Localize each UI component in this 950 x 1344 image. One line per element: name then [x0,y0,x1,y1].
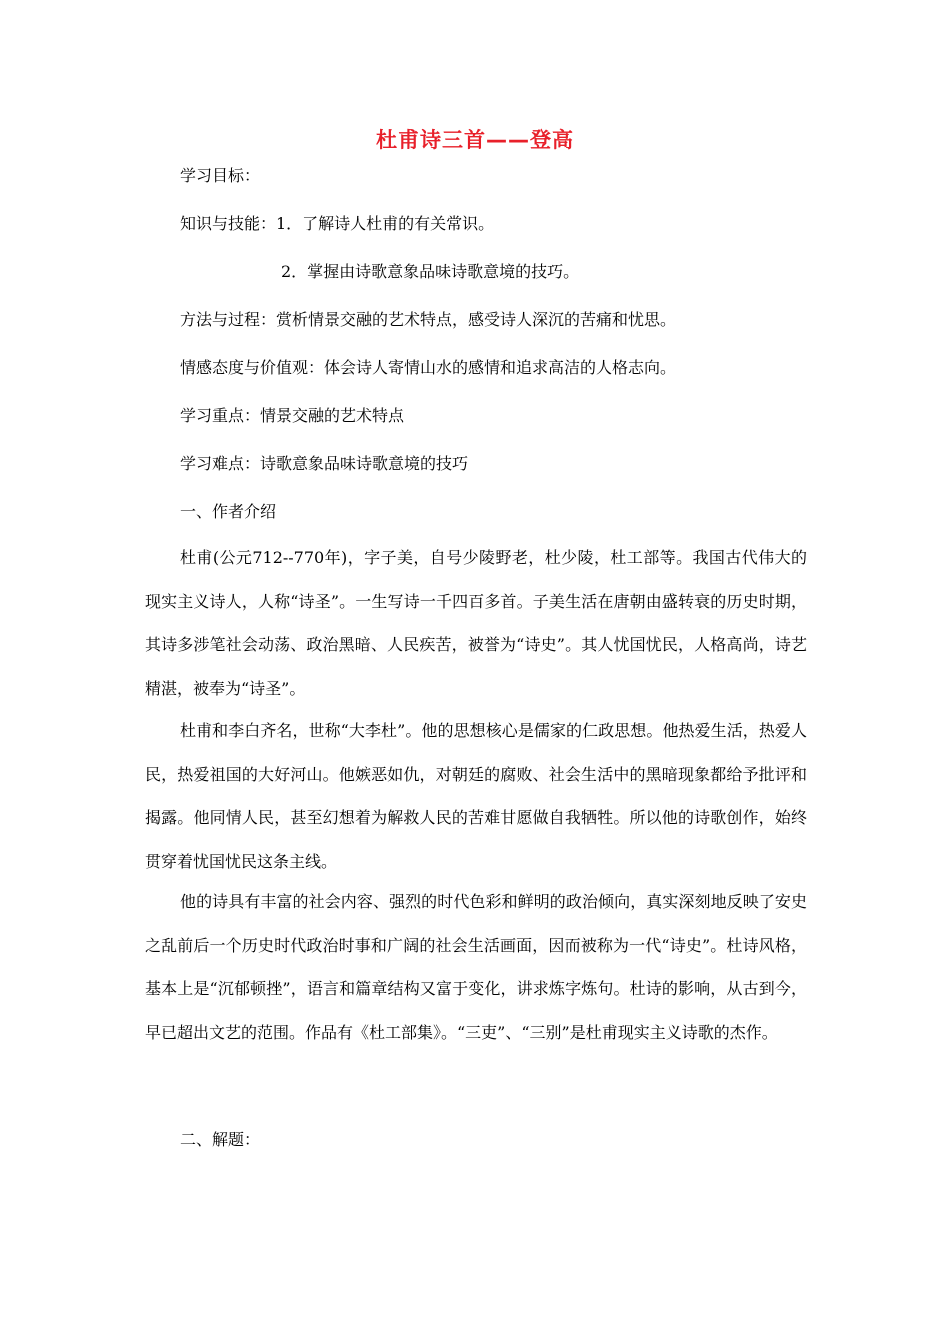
knowledge-skill-line-1: 知识与技能：1．了解诗人杜甫的有关常识。 [180,214,495,233]
section-title-explanation-heading: 二、解题： [180,1130,261,1149]
section-author-heading: 一、作者介绍 [180,502,277,521]
knowledge-skill-line-2: 2．掌握由诗歌意象品味诗歌意境的技巧。 [281,262,580,281]
difficulty-line: 学习难点：诗歌意象品味诗歌意境的技巧 [180,454,469,473]
key-point-line: 学习重点：情景交融的艺术特点 [180,406,405,425]
method-process-line: 方法与过程：赏析情景交融的艺术特点，感受诗人深沉的苦痛和忧思。 [180,310,677,329]
author-paragraph-3: 他的诗具有丰富的社会内容、强烈的时代色彩和鲜明的政治倾向，真实深刻地反映了安史之乱前后一个历史时代政治时事和广阔的社会生活画面，因而被称为一代“诗史”。杜诗风格，基本上是“沉郁顿挫”，语言和篇章结构又富于变化，讲求炼字炼句。杜诗的影响，从古到今，早已超出文艺的范围。作品有《杜工部集》。“三吏”、“三别”是杜甫现实主义诗歌的杰作。 [145,892,807,1042]
author-paragraph-1: 杜甫(公元712--770年)，字子美，自号少陵野老，杜少陵，杜工部等。我国古代伟大的现实主义诗人，人称“诗圣”。一生写诗一千四百多首。子美生活在唐朝由盛转衰的历史时期，其诗多涉笔社会动荡、政治黑暗、人民疾苦，被誉为“诗史”。其人忧国忧民，人格高尚，诗艺精湛，被奉为“诗圣”。 [145,548,807,698]
emotion-value-line: 情感态度与价值观：体会诗人寄情山水的感情和追求高洁的人格志向。 [180,358,677,377]
objectives-heading: 学习目标： [180,166,261,185]
document-title: 杜甫诗三首——登高 [376,128,574,152]
author-paragraph-2: 杜甫和李白齐名，世称“大李杜”。他的思想核心是儒家的仁政思想。他热爱生活，热爱人民，热爱祖国的大好河山。他嫉恶如仇，对朝廷的腐败、社会生活中的黑暗现象都给予批评和揭露。他同情人民，甚至幻想着为解救人民的苦难甘愿做自我牺牲。所以他的诗歌创作，始终贯穿着忧国忧民这条主线。 [145,721,807,871]
